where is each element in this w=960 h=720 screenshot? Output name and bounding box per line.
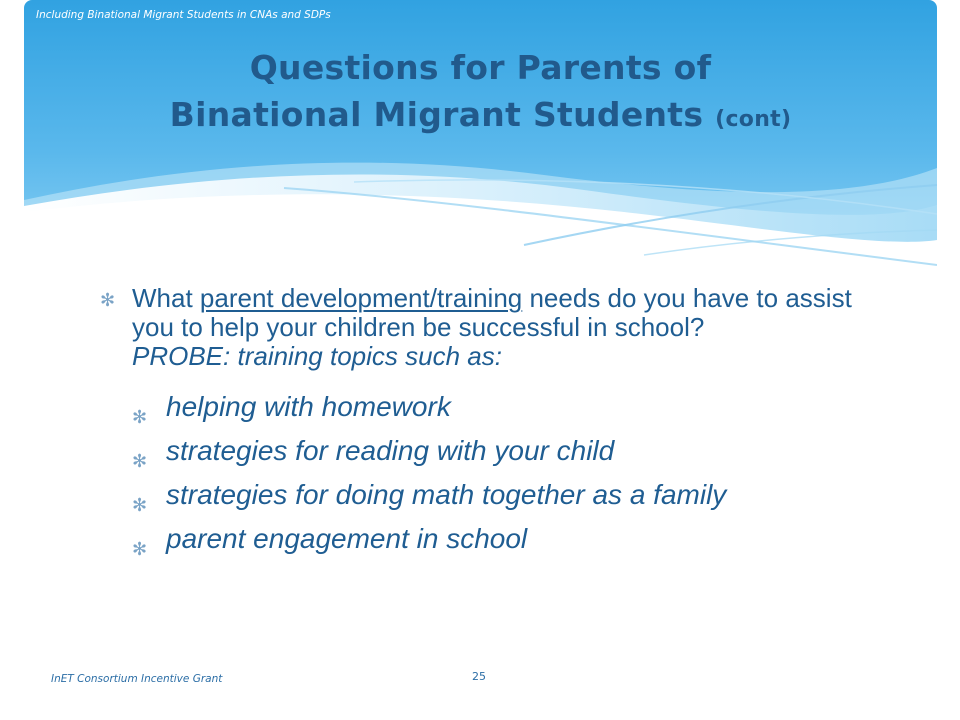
list-item bbox=[132, 429, 870, 473]
slide-title bbox=[24, 44, 937, 143]
title-line-1: Questions for Parents of bbox=[249, 48, 712, 87]
asterisk-bullet-icon: ✻ bbox=[100, 290, 116, 310]
topic-label: parent engagement in school bbox=[166, 523, 528, 554]
question-text-post: needs do you have to assist you to help your children be successful in school? bbox=[132, 283, 852, 342]
topic-label: helping with homework bbox=[166, 391, 451, 422]
probe-text: PROBE: training topics such as: bbox=[132, 341, 502, 371]
question-item bbox=[100, 284, 870, 371]
list-item bbox=[132, 385, 870, 429]
page-number: 25 bbox=[472, 670, 486, 683]
list-item bbox=[132, 517, 870, 561]
question-text-pre: What bbox=[132, 283, 200, 313]
title-cont-suffix: (cont) bbox=[715, 107, 792, 132]
footer-grant-name: InET Consortium Incentive Grant bbox=[51, 673, 223, 685]
slide-header bbox=[24, 0, 937, 276]
top-tag: Including Binational Migrant Students in CNAs and SDPs bbox=[36, 9, 331, 21]
slide-body bbox=[100, 284, 870, 561]
asterisk-bullet-icon: ✻ bbox=[132, 407, 148, 427]
question-text-underlined: parent development/training bbox=[199, 283, 523, 313]
asterisk-bullet-icon: ✻ bbox=[132, 539, 148, 559]
topic-label: strategies for reading with your child bbox=[166, 435, 615, 466]
asterisk-bullet-icon: ✻ bbox=[132, 451, 148, 471]
asterisk-bullet-icon: ✻ bbox=[132, 495, 148, 515]
list-item bbox=[132, 473, 870, 517]
topic-label: strategies for doing math together as a family bbox=[166, 479, 727, 510]
topic-list bbox=[100, 385, 870, 561]
title-line-2: Binational Migrant Students bbox=[169, 95, 716, 134]
